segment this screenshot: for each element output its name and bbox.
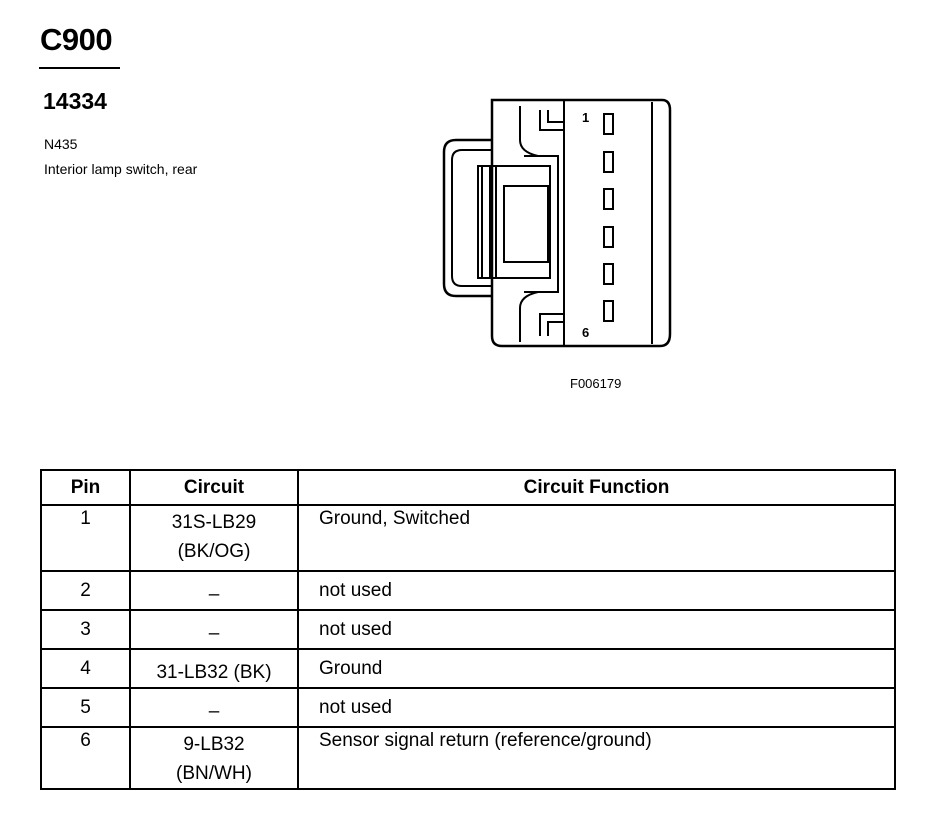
pinout-table [40,469,896,790]
table-header-row [41,470,895,505]
table-row [41,649,895,688]
pin-cell: 4 [41,649,130,688]
table-row [41,610,895,649]
connector-key [540,314,564,336]
function-cell: not used [298,571,895,610]
circuit-cell [130,727,298,789]
circuit-line: 9-LB32 [183,734,245,755]
pin-cavity [604,301,613,321]
connector-face-diagram [438,96,678,354]
function-cell: not used [298,610,895,649]
connector-id: C900 [40,22,113,57]
pin-cavity [604,114,613,134]
circuit-color: (BN/WH) [176,763,252,784]
circuit-cell: – [130,571,298,610]
pin-cell: 2 [41,571,130,610]
circuit-cell: 31-LB32 (BK) [130,649,298,688]
pin-cell: 1 [41,505,130,571]
pin-cavity [604,189,613,209]
connector-key [540,110,564,130]
pin-cavity [604,152,613,172]
header-pin: Pin [41,470,130,505]
header-circuit-function: Circuit Function [298,470,895,505]
connector-key [548,110,564,122]
pin-cell: 5 [41,688,130,727]
pin-label-first: 1 [582,110,590,125]
connector-latch-inner [520,106,558,342]
connector-body [492,100,670,346]
pin-label-last: 6 [582,325,590,340]
pin-cell: 3 [41,610,130,649]
header-circuit: Circuit [130,470,298,505]
circuit-cell: – [130,610,298,649]
connector-latch-tab [504,186,548,262]
table-row [41,505,895,571]
pin-cavity [604,264,613,284]
function-cell: Sensor signal return (reference/ground) [298,727,895,789]
circuit-line: 31S-LB29 [171,512,257,533]
component-description: Interior lamp switch, rear [44,161,198,177]
function-cell: not used [298,688,895,727]
pin-cavity [604,227,613,247]
connector-id-underline [39,67,120,69]
function-cell: Ground [298,649,895,688]
part-number: 14334 [43,88,107,114]
function-cell: Ground, Switched [298,505,895,571]
connector-key [548,322,564,336]
circuit-cell [130,505,298,571]
pin-cell: 6 [41,727,130,789]
circuit-cell: – [130,688,298,727]
figure-reference: F006179 [570,376,622,391]
connector-latch [452,150,492,286]
table-row [41,727,895,789]
table-row [41,688,895,727]
component-code: N435 [44,136,78,152]
circuit-color: (BK/OG) [177,541,251,562]
table-row [41,571,895,610]
